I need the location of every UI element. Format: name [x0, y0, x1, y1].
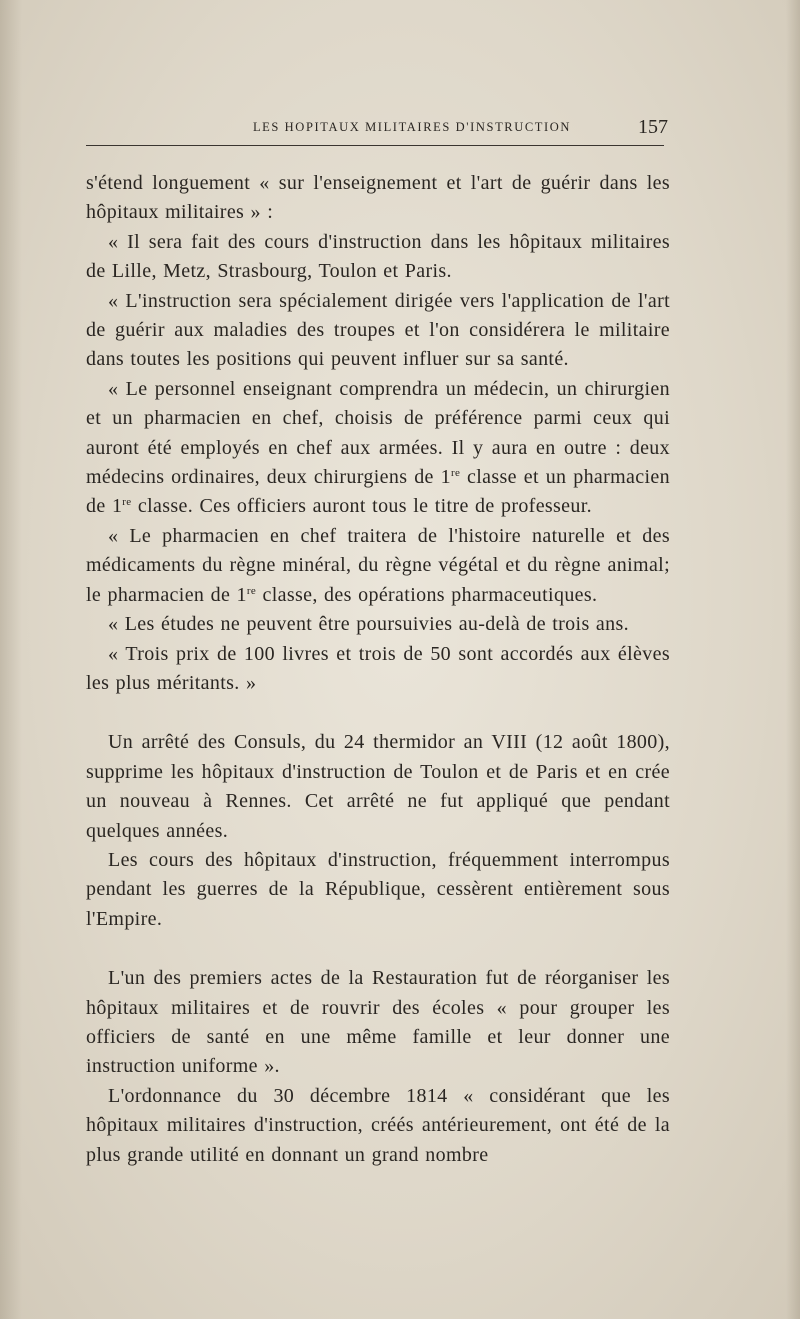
running-title: LES HOPITAUX MILITAIRES D'INSTRUCTION: [252, 120, 572, 134]
page-number: 157: [638, 116, 668, 138]
paragraph-8: Un arrêté des Consuls, du 24 thermidor an VIII (12 août 1800), supprime les hôpitaux d'instruction de Toulon et de Paris et en crée un nouveau à Rennes. Cet arrêté ne fut appliqué que pendant quelques années.: [86, 731, 670, 842]
section-gap: [86, 934, 670, 964]
paragraph-9: Les cours des hôpitaux d'instruction, fréquemment interrompus pendant les guerres de la République, cessèrent entièrement sous l'Empire.: [86, 848, 670, 930]
paragraph-4-text-a: « Le personnel enseignant comprendra un médecin, un chirurgien et un pharmacien en chef, choisis de préférence parmi ceux qui auront été employés en chef aux armées. Il y aura en outre : deux médecins ordinaires, deux chirurgiens de: [86, 377, 670, 489]
ordinal-number: 1: [111, 495, 123, 518]
paragraph-7: « Trois prix de 100 livres et trois de 50 sont accordés aux élèves les plus méritants. »: [86, 642, 670, 694]
ordinal-suffix: re: [450, 467, 461, 480]
paragraph-11: L'ordonnance du 30 décembre 1814 « considérant que les hôpitaux militaires d'instruction, créés antérieurement, ont été de la plus grande utilité en donnant un grand nombre: [86, 1084, 670, 1166]
paragraph-5-text-a: « Le pharmacien en chef traitera de l'histoire naturelle et des médicaments du règne minéral, du règne végétal et du règne animal; le pharmacien de: [86, 524, 670, 606]
body-text: [86, 169, 670, 1170]
page-header: [86, 116, 668, 138]
paragraph-2: « Il sera fait des cours d'instruction dans les hôpitaux militaires de Lille, Metz, Strasbourg, Toulon et Paris.: [86, 230, 670, 283]
paragraph-4: [86, 375, 670, 522]
paragraph-1: s'étend longuement « sur l'enseignement et l'art de guérir dans les hôpitaux militaires » :: [86, 172, 670, 224]
paragraph-5-text-b: classe, des opérations pharmaceutiques.: [256, 583, 598, 606]
paragraph-3: « L'instruction sera spécialement dirigée vers l'application de l'art de guérir aux maladies des troupes et l'on considérera le militaire dans toutes les positions qui peuvent influer sur sa santé.: [86, 289, 670, 371]
header-rule: [86, 145, 664, 146]
paragraph-4-text-b: classe et un pharmacien de: [86, 466, 670, 518]
paragraph-4-text-c: classe. Ces officiers auront tous le titre de professeur.: [131, 495, 593, 518]
page-edge-shadow-left: [0, 0, 22, 1319]
paragraph-6: « Les études ne peuvent être poursuivies au-delà de trois ans.: [108, 613, 629, 636]
ordinal-number: 1: [440, 466, 451, 489]
ordinal-number: 1: [236, 583, 247, 606]
paragraph-10: L'un des premiers actes de la Restauration fut de réorganiser les hôpitaux militaires et de rouvrir des écoles « pour grouper les officiers de santé en une même famille et leur donner une instruction uniforme ».: [86, 967, 670, 1078]
page-edge-shadow-right: [786, 0, 800, 1319]
ordinal-suffix: re: [246, 584, 257, 597]
section-gap: [86, 698, 670, 728]
ordinal-suffix: re: [122, 496, 132, 509]
paragraph-5: [86, 522, 670, 610]
